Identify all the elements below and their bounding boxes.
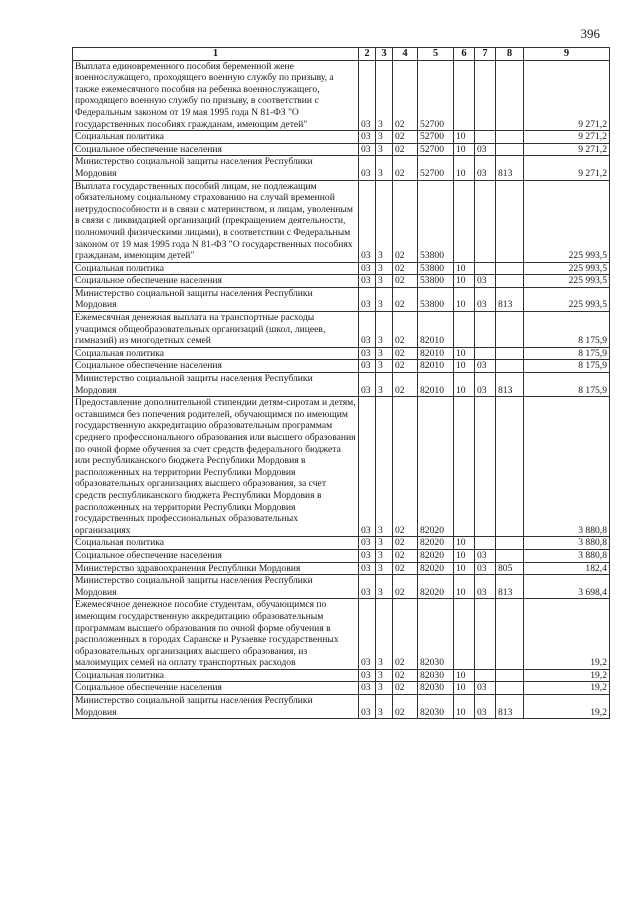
budget-table xyxy=(72,47,610,719)
column-header: 6 xyxy=(454,48,475,61)
subsection-code: 03 xyxy=(475,549,496,562)
code-cell: 82020 xyxy=(418,562,454,575)
row-name: Предоставление дополнительной стипендии детям-сиротам и детям, оставшимся без попечения родителей, обучающимся по имеющим государственную аккредитацию образовательным программам среднего профессионального образования или высшего образования по очной форме обучения за счет средств федерального бюджета или республиканского бюджета Республики Мордовия в расположенных на территории Республики Мордовия образовательных организациях высшего образования, за счет средств республиканского бюджета Республики Мордовия в расположенных на территории Республики Мордовия государственных профессиональных образовательных организациях xyxy=(73,397,359,537)
subsection-code: 03 xyxy=(475,575,496,599)
ministry-code xyxy=(496,131,524,144)
code-cell: 3 xyxy=(376,143,393,156)
code-cell: 03 xyxy=(359,131,376,144)
column-header: 3 xyxy=(376,48,393,61)
row-name: Социальное обеспечение населения xyxy=(73,549,359,562)
code-cell: 3 xyxy=(376,669,393,682)
code-cell: 03 xyxy=(359,373,376,397)
section-code: 10 xyxy=(454,360,475,373)
amount-cell: 8 175,9 xyxy=(524,312,610,348)
code-cell: 3 xyxy=(376,360,393,373)
code-cell: 03 xyxy=(359,549,376,562)
code-cell: 03 xyxy=(359,562,376,575)
table-row xyxy=(73,682,610,695)
code-cell: 02 xyxy=(393,143,418,156)
code-cell: 52700 xyxy=(418,143,454,156)
code-cell: 82030 xyxy=(418,682,454,695)
subsection-code: 03 xyxy=(475,682,496,695)
subsection-code xyxy=(475,397,496,537)
table-row xyxy=(73,156,610,180)
subsection-code: 03 xyxy=(475,287,496,311)
code-cell: 3 xyxy=(376,397,393,537)
ministry-code: 813 xyxy=(496,575,524,599)
ministry-code: 813 xyxy=(496,373,524,397)
code-cell: 3 xyxy=(376,262,393,275)
amount-cell: 9 271,2 xyxy=(524,60,610,131)
amount-cell: 182,4 xyxy=(524,562,610,575)
code-cell: 03 xyxy=(359,287,376,311)
subsection-code: 03 xyxy=(475,360,496,373)
code-cell: 02 xyxy=(393,373,418,397)
code-cell: 3 xyxy=(376,562,393,575)
table-row xyxy=(73,131,610,144)
ministry-code xyxy=(496,143,524,156)
ministry-code xyxy=(496,60,524,131)
table-row xyxy=(73,180,610,262)
amount-cell: 3 880,8 xyxy=(524,549,610,562)
code-cell: 03 xyxy=(359,537,376,550)
code-cell: 02 xyxy=(393,180,418,262)
code-cell: 02 xyxy=(393,682,418,695)
amount-cell: 3 698,4 xyxy=(524,575,610,599)
code-cell: 03 xyxy=(359,360,376,373)
column-header: 4 xyxy=(393,48,418,61)
code-cell: 02 xyxy=(393,575,418,599)
section-code xyxy=(454,599,475,670)
subsection-code xyxy=(475,180,496,262)
table-row xyxy=(73,262,610,275)
code-cell: 82010 xyxy=(418,360,454,373)
amount-cell: 19,2 xyxy=(524,599,610,670)
table-row xyxy=(73,143,610,156)
table-row xyxy=(73,669,610,682)
code-cell: 03 xyxy=(359,682,376,695)
subsection-code: 03 xyxy=(475,695,496,719)
code-cell: 02 xyxy=(393,562,418,575)
code-cell: 02 xyxy=(393,275,418,288)
table-row xyxy=(73,275,610,288)
amount-cell: 8 175,9 xyxy=(524,373,610,397)
section-code: 10 xyxy=(454,287,475,311)
section-code: 10 xyxy=(454,669,475,682)
code-cell: 53800 xyxy=(418,275,454,288)
code-cell: 03 xyxy=(359,695,376,719)
row-name: Министерство социальной защиты населения Республики Мордовия xyxy=(73,373,359,397)
table-row xyxy=(73,695,610,719)
code-cell: 02 xyxy=(393,537,418,550)
code-cell: 3 xyxy=(376,682,393,695)
row-name: Министерство социальной защиты населения Республики Мордовия xyxy=(73,575,359,599)
code-cell: 3 xyxy=(376,60,393,131)
code-cell: 82010 xyxy=(418,312,454,348)
code-cell: 82020 xyxy=(418,575,454,599)
table-row xyxy=(73,347,610,360)
amount-cell: 225 993,5 xyxy=(524,287,610,311)
code-cell: 02 xyxy=(393,360,418,373)
section-code xyxy=(454,180,475,262)
code-cell: 3 xyxy=(376,287,393,311)
subsection-code xyxy=(475,60,496,131)
section-code: 10 xyxy=(454,275,475,288)
subsection-code xyxy=(475,347,496,360)
table-row xyxy=(73,549,610,562)
code-cell: 53800 xyxy=(418,262,454,275)
section-code: 10 xyxy=(454,262,475,275)
ministry-code: 813 xyxy=(496,695,524,719)
amount-cell: 8 175,9 xyxy=(524,347,610,360)
ministry-code xyxy=(496,312,524,348)
code-cell: 03 xyxy=(359,156,376,180)
code-cell: 82010 xyxy=(418,347,454,360)
row-name: Социальное обеспечение населения xyxy=(73,275,359,288)
amount-cell: 3 880,8 xyxy=(524,537,610,550)
table-row xyxy=(73,599,610,670)
section-code: 10 xyxy=(454,131,475,144)
column-header: 1 xyxy=(73,48,359,61)
code-cell: 3 xyxy=(376,180,393,262)
section-code xyxy=(454,397,475,537)
code-cell: 02 xyxy=(393,156,418,180)
row-name: Выплата государственных пособий лицам, не подлежащим обязательному социальному страхованию на случай временной нетрудоспособности и в связи с материнством, и лицам, уволенным в связи с ликвидацией организаций (прекращением деятельности, полномочий физическими лицами), в соответствии с Федеральным законом от 19 мая 1995 года N 81-ФЗ "О государственных пособиях гражданам, имеющим детей" xyxy=(73,180,359,262)
code-cell: 53800 xyxy=(418,180,454,262)
code-cell: 82020 xyxy=(418,397,454,537)
row-name: Ежемесячная денежная выплата на транспортные расходы учащимся общеобразовательных организаций (школ, лицеев, гимназий) из многодетных семей xyxy=(73,312,359,348)
subsection-code xyxy=(475,312,496,348)
code-cell: 3 xyxy=(376,599,393,670)
code-cell: 02 xyxy=(393,262,418,275)
code-cell: 3 xyxy=(376,549,393,562)
row-name: Министерство социальной защиты населения Республики Мордовия xyxy=(73,695,359,719)
section-code: 10 xyxy=(454,682,475,695)
amount-cell: 225 993,5 xyxy=(524,262,610,275)
row-name: Социальная политика xyxy=(73,347,359,360)
subsection-code: 03 xyxy=(475,156,496,180)
subsection-code xyxy=(475,262,496,275)
row-name: Социальная политика xyxy=(73,537,359,550)
code-cell: 3 xyxy=(376,347,393,360)
code-cell: 02 xyxy=(393,131,418,144)
section-code: 10 xyxy=(454,347,475,360)
code-cell: 52700 xyxy=(418,60,454,131)
code-cell: 82020 xyxy=(418,537,454,550)
ministry-code xyxy=(496,397,524,537)
code-cell: 03 xyxy=(359,397,376,537)
subsection-code xyxy=(475,669,496,682)
table-row xyxy=(73,360,610,373)
code-cell: 52700 xyxy=(418,156,454,180)
ministry-code xyxy=(496,537,524,550)
subsection-code xyxy=(475,599,496,670)
table-header-row xyxy=(73,48,610,61)
ministry-code xyxy=(496,180,524,262)
code-cell: 03 xyxy=(359,312,376,348)
row-name: Социальное обеспечение населения xyxy=(73,360,359,373)
ministry-code xyxy=(496,262,524,275)
section-code xyxy=(454,60,475,131)
table-row xyxy=(73,575,610,599)
row-name: Социальное обеспечение населения xyxy=(73,143,359,156)
section-code: 10 xyxy=(454,695,475,719)
code-cell: 52700 xyxy=(418,131,454,144)
ministry-code: 805 xyxy=(496,562,524,575)
section-code xyxy=(454,312,475,348)
code-cell: 03 xyxy=(359,347,376,360)
amount-cell: 19,2 xyxy=(524,695,610,719)
column-header: 2 xyxy=(359,48,376,61)
code-cell: 03 xyxy=(359,575,376,599)
code-cell: 02 xyxy=(393,312,418,348)
section-code: 10 xyxy=(454,562,475,575)
code-cell: 03 xyxy=(359,60,376,131)
column-header: 5 xyxy=(418,48,454,61)
code-cell: 03 xyxy=(359,275,376,288)
amount-cell: 225 993,5 xyxy=(524,275,610,288)
ministry-code xyxy=(496,599,524,670)
code-cell: 03 xyxy=(359,262,376,275)
subsection-code xyxy=(475,131,496,144)
amount-cell: 3 880,8 xyxy=(524,397,610,537)
code-cell: 02 xyxy=(393,287,418,311)
subsection-code: 03 xyxy=(475,143,496,156)
subsection-code xyxy=(475,537,496,550)
ministry-code xyxy=(496,549,524,562)
code-cell: 82030 xyxy=(418,695,454,719)
code-cell: 3 xyxy=(376,537,393,550)
code-cell: 3 xyxy=(376,312,393,348)
amount-cell: 19,2 xyxy=(524,669,610,682)
table-row xyxy=(73,397,610,537)
code-cell: 02 xyxy=(393,549,418,562)
ministry-code xyxy=(496,275,524,288)
row-name: Социальное обеспечение населения xyxy=(73,682,359,695)
amount-cell: 9 271,2 xyxy=(524,143,610,156)
code-cell: 03 xyxy=(359,599,376,670)
section-code: 10 xyxy=(454,575,475,599)
code-cell: 02 xyxy=(393,397,418,537)
code-cell: 3 xyxy=(376,373,393,397)
code-cell: 82030 xyxy=(418,669,454,682)
amount-cell: 19,2 xyxy=(524,682,610,695)
section-code: 10 xyxy=(454,143,475,156)
row-name: Министерство социальной защиты населения Республики Мордовия xyxy=(73,156,359,180)
code-cell: 03 xyxy=(359,180,376,262)
subsection-code: 03 xyxy=(475,275,496,288)
code-cell: 02 xyxy=(393,347,418,360)
ministry-code: 813 xyxy=(496,156,524,180)
row-name: Министерство социальной защиты населения Республики Мордовия xyxy=(73,287,359,311)
code-cell: 3 xyxy=(376,275,393,288)
row-name: Ежемесячное денежное пособие студентам, обучающимся по имеющим государственную аккредитацию образовательным программам высшего образования по очной форме обучения в расположенных в городах Саранске и Рузаевке государственных образовательных организациях высшего образования, из малоимущих семей на оплату транспортных расходов xyxy=(73,599,359,670)
ministry-code xyxy=(496,669,524,682)
amount-cell: 8 175,9 xyxy=(524,360,610,373)
subsection-code: 03 xyxy=(475,373,496,397)
row-name: Министерство здравоохранения Республики Мордовия xyxy=(73,562,359,575)
column-header: 7 xyxy=(475,48,496,61)
table-row xyxy=(73,60,610,131)
table-row xyxy=(73,537,610,550)
code-cell: 3 xyxy=(376,695,393,719)
section-code: 10 xyxy=(454,373,475,397)
code-cell: 82030 xyxy=(418,599,454,670)
code-cell: 02 xyxy=(393,599,418,670)
code-cell: 3 xyxy=(376,131,393,144)
code-cell: 03 xyxy=(359,669,376,682)
column-header: 8 xyxy=(496,48,524,61)
ministry-code xyxy=(496,347,524,360)
row-name: Социальная политика xyxy=(73,131,359,144)
row-name: Социальная политика xyxy=(73,262,359,275)
ministry-code: 813 xyxy=(496,287,524,311)
code-cell: 3 xyxy=(376,156,393,180)
row-name: Социальная политика xyxy=(73,669,359,682)
code-cell: 03 xyxy=(359,143,376,156)
amount-cell: 225 993,5 xyxy=(524,180,610,262)
code-cell: 02 xyxy=(393,695,418,719)
code-cell: 53800 xyxy=(418,287,454,311)
code-cell: 82020 xyxy=(418,549,454,562)
row-name: Выплата единовременного пособия беременной жене военнослужащего, проходящего военную службу по призыву, а также ежемесячного пособия на ребенка военнослужащего, проходящего военную службу по призыву, в соответствии с Федеральным законом от 19 мая 1995 года N 81-ФЗ "О государственных пособиях гражданам, имеющим детей" xyxy=(73,60,359,131)
page-number: 396 xyxy=(580,26,600,41)
ministry-code xyxy=(496,360,524,373)
amount-cell: 9 271,2 xyxy=(524,131,610,144)
table-row xyxy=(73,287,610,311)
table-row xyxy=(73,562,610,575)
code-cell: 82010 xyxy=(418,373,454,397)
section-code: 10 xyxy=(454,549,475,562)
section-code: 10 xyxy=(454,537,475,550)
column-header: 9 xyxy=(524,48,610,61)
table-row xyxy=(73,312,610,348)
code-cell: 3 xyxy=(376,575,393,599)
section-code: 10 xyxy=(454,156,475,180)
ministry-code xyxy=(496,682,524,695)
subsection-code: 03 xyxy=(475,562,496,575)
code-cell: 02 xyxy=(393,669,418,682)
code-cell: 02 xyxy=(393,60,418,131)
amount-cell: 9 271,2 xyxy=(524,156,610,180)
table-row xyxy=(73,373,610,397)
